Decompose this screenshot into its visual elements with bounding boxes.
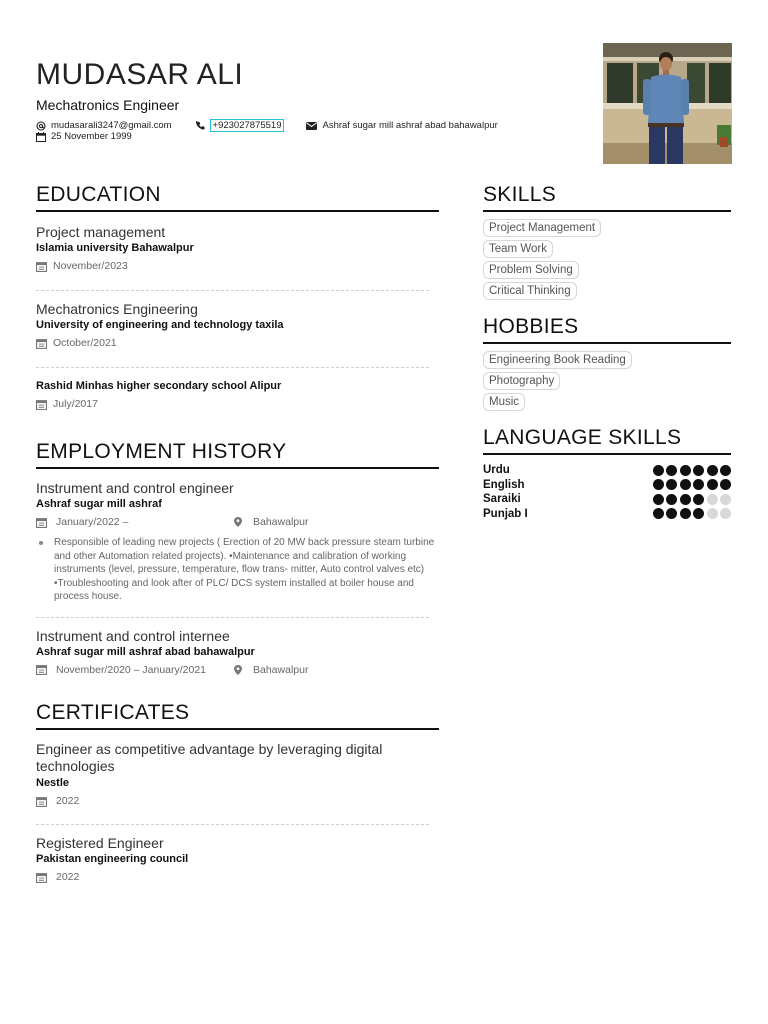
level-dot-filled (653, 465, 664, 476)
job-meta-row (36, 664, 439, 676)
language-title: LANGUAGE SKILLS (483, 426, 731, 455)
level-dot-filled (666, 479, 677, 490)
skills-list (483, 219, 731, 303)
dob-row (36, 131, 132, 142)
email-text: mudasarali3247@gmail.com (51, 120, 172, 131)
education-school: Islamia university Bahawalpur (36, 242, 194, 254)
level-dot-filled (653, 479, 664, 490)
skills-title: SKILLS (483, 183, 731, 212)
language-row (483, 463, 731, 478)
level-dot-empty (720, 494, 731, 505)
certificate-issuer: Pakistan engineering council (36, 853, 189, 865)
language-level-dots (650, 479, 731, 490)
language-list (483, 463, 731, 521)
email-contact[interactable] (36, 120, 172, 131)
certificate-entry (36, 835, 439, 883)
level-dot-filled (693, 465, 704, 476)
certificate-year: 2022 (56, 795, 80, 807)
education-date-row (36, 398, 439, 410)
education-degree: Mechatronics Engineering (36, 301, 198, 317)
skill-tag: Critical Thinking (483, 282, 577, 300)
address-contact (306, 120, 497, 131)
calendar-icon (36, 132, 46, 142)
language-level-dots (650, 465, 731, 476)
language-name: English (483, 478, 525, 491)
calendar-icon (36, 796, 47, 807)
level-dot-filled (666, 465, 677, 476)
language-name: Urdu (483, 464, 510, 477)
education-degree: Project management (36, 224, 166, 240)
certificates-title: CERTIFICATES (36, 701, 439, 730)
education-date: July/2017 (53, 398, 98, 410)
level-dot-filled (680, 508, 691, 519)
entry-divider (36, 367, 429, 368)
level-dot-filled (653, 508, 664, 519)
level-dot-empty (720, 508, 731, 519)
level-dot-filled (680, 479, 691, 490)
candidate-name: MUDASAR ALI (36, 58, 244, 91)
education-title: EDUCATION (36, 183, 439, 212)
education-entry (36, 380, 439, 410)
certificate-year: 2022 (56, 871, 80, 883)
employment-entry (36, 628, 439, 676)
language-name: Saraiki (483, 493, 521, 506)
job-description: Responsible of leading new projects ( Erection of 20 MW back pressure steam turbine and other Automation related projects). •Maintenance and calibration of working instruments (level, pressure, temperature, flow trans- mitter, Auto control valves etc) •Troubleshooting and look after of PLC/ DCS system installed at boiler house and process house. (36, 536, 436, 604)
level-dot-filled (666, 494, 677, 505)
level-dot-filled (653, 494, 664, 505)
level-dot-filled (680, 494, 691, 505)
level-dot-filled (707, 479, 718, 490)
candidate-role: Mechatronics Engineer (36, 97, 180, 113)
skill-tag: Project Management (483, 219, 601, 237)
entry-divider (36, 617, 429, 618)
employment-title: EMPLOYMENT HISTORY (36, 440, 439, 469)
level-dot-empty (707, 508, 718, 519)
employment-entry (36, 480, 439, 604)
map-pin-icon (234, 665, 242, 675)
language-row (483, 492, 731, 507)
address-text: Ashraf sugar mill ashraf abad bahawalpur (322, 120, 498, 131)
employment-section (36, 440, 439, 676)
certificate-name: Registered Engineer (36, 835, 164, 851)
job-company: Ashraf sugar mill ashraf abad bahawalpur (36, 645, 255, 658)
education-school: University of engineering and technology taxila (36, 319, 284, 331)
hobbies-section (483, 315, 731, 414)
certificate-name: Engineer as competitive advantage by leveraging digital technologies (36, 741, 383, 774)
job-location: Bahawalpur (253, 663, 309, 676)
language-name: Punjab I (483, 507, 528, 520)
map-pin-icon (234, 517, 242, 527)
calendar-icon (36, 399, 47, 410)
education-date: November/2023 (53, 260, 128, 272)
level-dot-empty (707, 494, 718, 505)
level-dot-filled (666, 508, 677, 519)
certificate-entry (36, 741, 439, 807)
education-date: October/2021 (53, 337, 117, 349)
calendar-icon (36, 261, 47, 272)
language-row (483, 507, 731, 522)
phone-icon (196, 121, 205, 130)
level-dot-filled (693, 479, 704, 490)
hobby-tag: Music (483, 393, 525, 411)
calendar-icon (36, 872, 47, 883)
level-dot-filled (680, 465, 691, 476)
job-company: Ashraf sugar mill ashraf (36, 498, 162, 510)
education-section (36, 183, 439, 410)
at-icon (36, 121, 46, 131)
skills-section (483, 183, 731, 303)
phone-text: +923027875519 (210, 119, 285, 132)
calendar-icon (36, 664, 47, 675)
hobbies-title: HOBBIES (483, 315, 731, 344)
level-dot-filled (693, 508, 704, 519)
calendar-icon (36, 338, 47, 349)
language-section (483, 426, 731, 521)
hobby-tag: Photography (483, 372, 560, 390)
education-date-row (36, 337, 439, 349)
language-level-dots (650, 508, 731, 519)
job-location: Bahawalpur (253, 516, 309, 528)
level-dot-filled (720, 479, 731, 490)
envelope-icon (306, 122, 317, 130)
education-date-row (36, 260, 439, 272)
certificate-year-row (36, 871, 439, 883)
language-row (483, 478, 731, 493)
calendar-icon (36, 517, 47, 528)
job-meta-row (36, 516, 439, 528)
entry-divider (36, 290, 429, 291)
skill-tag: Team Work (483, 240, 553, 258)
hobbies-list (483, 351, 731, 414)
job-date: January/2022 – (56, 516, 129, 528)
certificates-section (36, 701, 439, 883)
skill-tag: Problem Solving (483, 261, 579, 279)
profile-photo (603, 43, 732, 164)
certificate-issuer: Nestle (36, 777, 70, 789)
level-dot-filled (693, 494, 704, 505)
dob-text: 25 November 1999 (51, 131, 132, 142)
level-dot-filled (720, 465, 731, 476)
job-position: Instrument and control internee (36, 627, 230, 644)
education-school: Rashid Minhas higher secondary school Alipur (36, 380, 282, 392)
phone-contact[interactable] (196, 119, 285, 132)
language-level-dots (650, 494, 731, 505)
entry-divider (36, 824, 429, 825)
hobby-tag: Engineering Book Reading (483, 351, 632, 369)
job-date: November/2020 – January/2021 (56, 663, 207, 676)
level-dot-filled (707, 465, 718, 476)
education-entry (36, 301, 439, 349)
education-entry (36, 224, 439, 272)
job-position: Instrument and control engineer (36, 480, 234, 496)
certificate-year-row (36, 795, 439, 807)
